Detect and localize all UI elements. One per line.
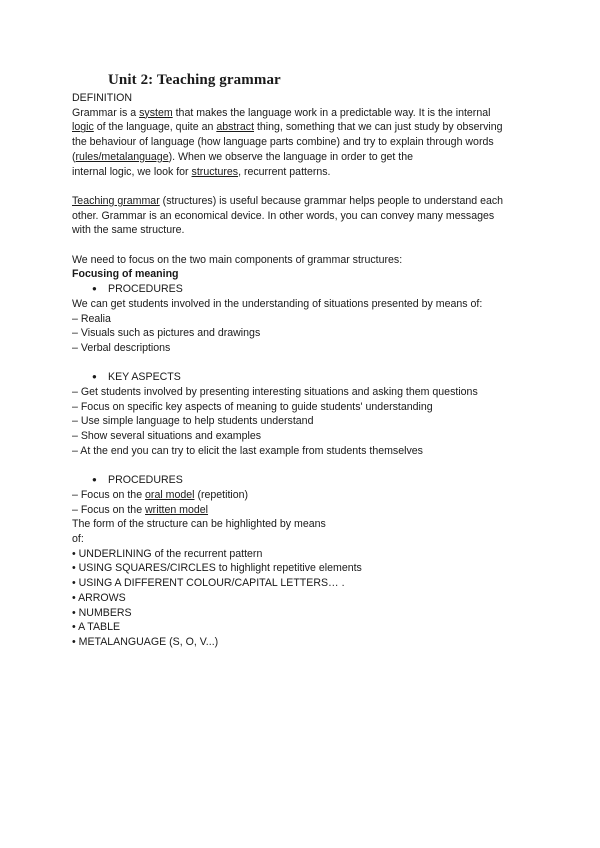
underlined-term: system [139, 106, 173, 119]
text-span: ). When we observe the language in order to get the [168, 150, 413, 163]
bullet-label: PROCEDURES [108, 474, 183, 487]
list-item: • USING SQUARES/CIRCLES to highlight repetitive elements [72, 562, 362, 575]
bullet-heading [72, 370, 532, 385]
text-span: internal logic, we look for [72, 165, 192, 178]
procedures-intro: We can get students involved in the understanding of situations presented by means of: [72, 297, 483, 310]
text-span: thing, something that we can just study by observing [254, 121, 503, 134]
list-item: • METALANGUAGE (S, O, V...) [72, 635, 219, 648]
teaching-line: with the same structure. [72, 224, 185, 237]
underlined-term: Teaching grammar [72, 194, 160, 207]
teaching-line [72, 194, 532, 209]
text-span: Grammar is a [72, 106, 140, 119]
definition-heading: DEFINITION [72, 92, 133, 104]
text-span: ( [72, 150, 76, 163]
list-item [72, 503, 532, 518]
underlined-term: oral model [145, 488, 195, 501]
list-item: • NUMBERS [72, 606, 132, 619]
definition-line: the behaviour of language (how language parts combine) and try to explain through words [72, 136, 494, 149]
underlined-term: logic [72, 121, 94, 134]
bullet-heading [72, 473, 532, 488]
text-span: – Focus on the [72, 488, 146, 501]
list-item: • ARROWS [72, 591, 126, 604]
focus-intro: We need to focus on the two main components of grammar structures: [72, 253, 403, 266]
text-span: (structures) is useful because grammar helps people to understand each [159, 194, 504, 207]
list-item: – Show several situations and examples [72, 430, 262, 443]
teaching-line: other. Grammar is an economical device. In other words, you can convey many messages [72, 209, 495, 222]
list-item: – Visuals such as pictures and drawings [72, 327, 261, 340]
list-item: – Focus on specific key aspects of meaning to guide students' understanding [72, 400, 433, 413]
bullet-icon: ● [92, 372, 97, 382]
list-item: • UNDERLINING of the recurrent pattern [72, 547, 263, 560]
list-item [72, 488, 532, 503]
list-item: – At the end you can try to elicit the last example from students themselves [72, 444, 423, 457]
spacer [72, 179, 532, 194]
document-page [72, 72, 532, 650]
page-title: Unit 2: Teaching grammar [108, 72, 281, 88]
definition-line [72, 150, 532, 165]
bullet-label: PROCEDURES [108, 283, 183, 296]
form-text: of: [72, 533, 84, 546]
spacer [72, 238, 532, 253]
text-span: , recurrent patterns. [238, 165, 331, 178]
text-span: that makes the language work in a predictable way. It is the internal [172, 106, 491, 119]
underlined-term: rules/metalanguage [75, 150, 169, 163]
underlined-term: written model [145, 503, 209, 516]
bullet-heading [72, 282, 532, 297]
bullet-icon: ● [92, 475, 97, 485]
section-heading: Focusing of meaning [72, 268, 179, 281]
text-span: of the language, quite an [93, 121, 217, 134]
underlined-term: structures [191, 165, 239, 178]
list-item: • A TABLE [72, 621, 121, 634]
text-span: (repetition) [194, 488, 249, 501]
definition-line [72, 120, 532, 135]
list-item: – Get students involved by presenting interesting situations and asking them questions [72, 386, 478, 399]
list-item: – Use simple language to help students understand [72, 415, 314, 428]
list-item: – Verbal descriptions [72, 341, 171, 354]
definition-line [72, 165, 532, 180]
bullet-icon: ● [92, 284, 97, 294]
underlined-term: abstract [216, 121, 255, 134]
definition-line [72, 106, 532, 121]
spacer [72, 459, 532, 474]
text-span: – Focus on the [72, 503, 146, 516]
list-item: • USING A DIFFERENT COLOUR/CAPITAL LETTERS… . [72, 577, 345, 590]
list-item: – Realia [72, 312, 111, 325]
bullet-label: KEY ASPECTS [108, 371, 181, 384]
spacer [72, 356, 532, 371]
form-text: The form of the structure can be highlighted by means [72, 518, 326, 531]
